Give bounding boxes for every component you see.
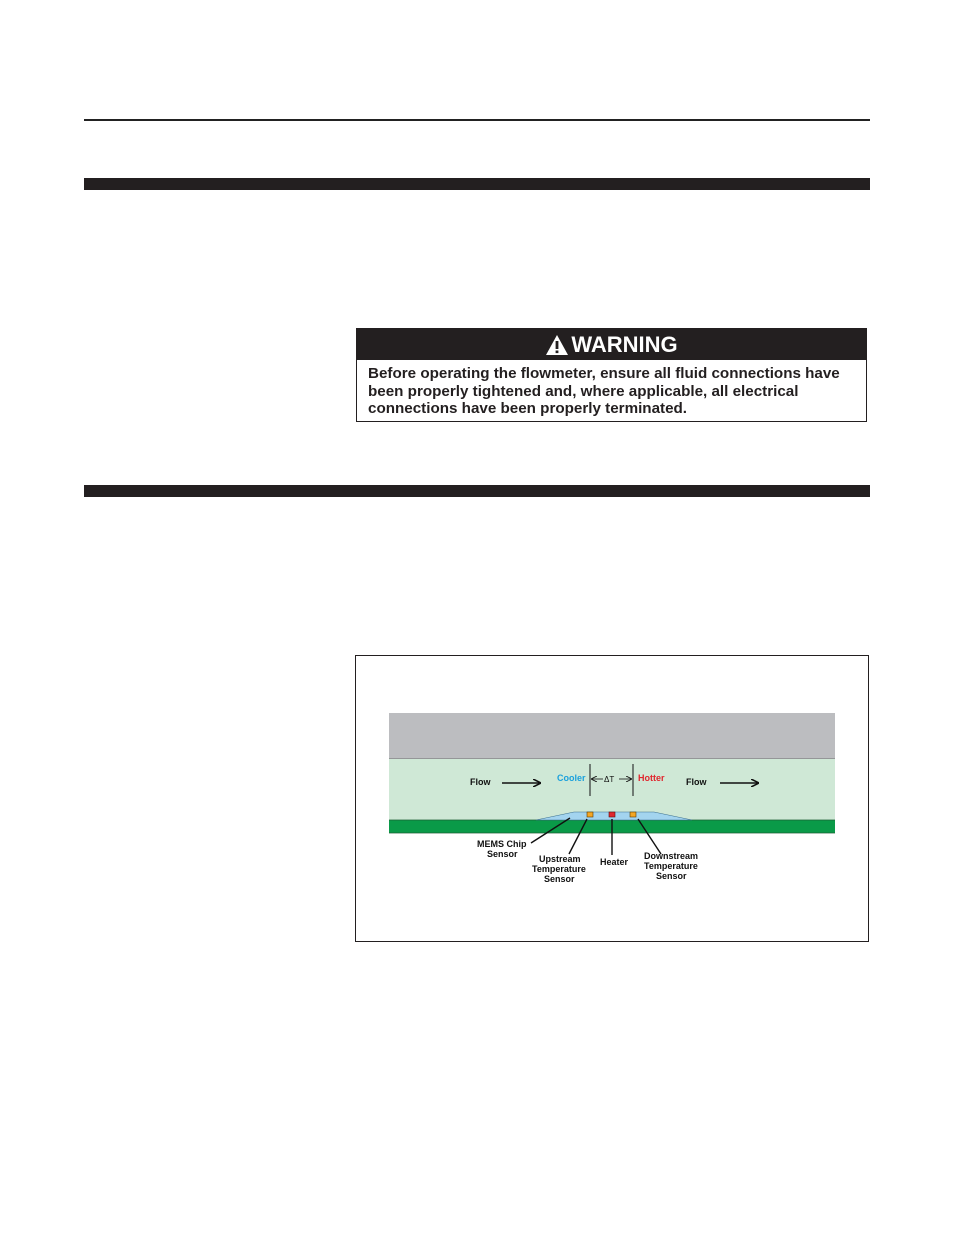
downstream-label-2: Temperature [644, 861, 698, 871]
flow-sensor-diagram [355, 655, 869, 942]
warning-header [357, 329, 866, 360]
cooler-label: Cooler [557, 773, 586, 783]
mems-label-1: MEMS Chip [477, 839, 527, 849]
downstream-label-1: Downstream [644, 851, 699, 861]
upstream-label-1: Upstream [539, 854, 581, 864]
downstream-label-3: Sensor [656, 871, 687, 881]
header-rule [84, 119, 870, 121]
warning-triangle-icon [545, 334, 569, 356]
section-bar-top [84, 178, 870, 190]
flow-label-left: Flow [470, 777, 491, 787]
diagram-canvas [356, 656, 870, 943]
delta-t-label: ΔT [604, 775, 615, 784]
mems-label-2: Sensor [487, 849, 518, 859]
upstream-label-3: Sensor [544, 874, 575, 884]
flow-label-right: Flow [686, 777, 707, 787]
upstream-temperature-sensor [587, 812, 593, 817]
hotter-label: Hotter [638, 773, 665, 783]
section-bar-middle [84, 485, 870, 497]
heater [609, 812, 615, 817]
upstream-label-2: Temperature [532, 864, 586, 874]
downstream-temperature-sensor [630, 812, 636, 817]
housing-wall [389, 713, 835, 759]
fluid-channel [389, 759, 835, 820]
warning-box [356, 328, 867, 422]
warning-title: WARNING [571, 331, 678, 357]
warning-message: Before operating the flowmeter, ensure all fluid connections have been properly tightened and, where applicable, all electrical connections have been properly terminated. [368, 365, 840, 417]
heater-label: Heater [600, 857, 629, 867]
